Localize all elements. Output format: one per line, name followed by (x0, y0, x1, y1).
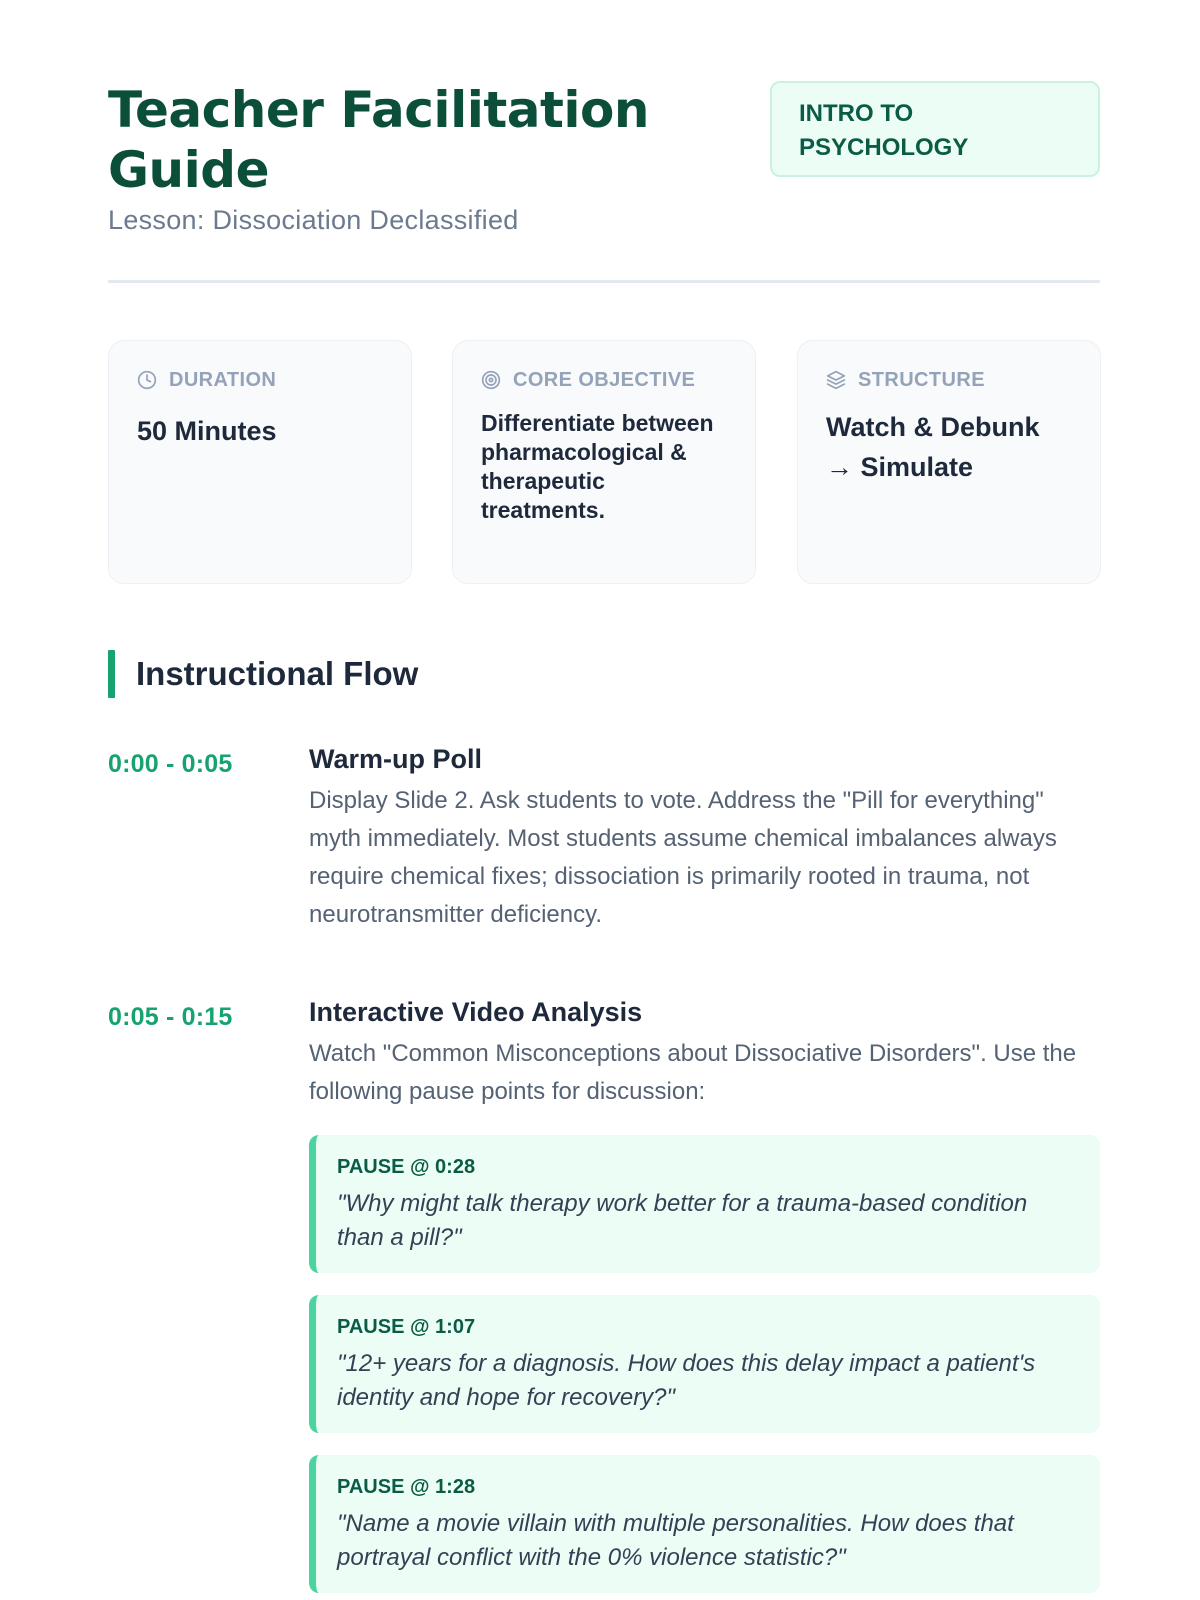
section-heading (108, 650, 418, 698)
section-accent-bar (108, 650, 115, 698)
pause-point (309, 1295, 1100, 1433)
header-divider (108, 280, 1100, 283)
guide-header (108, 80, 1100, 240)
pause-label: PAUSE @ 0:28 (337, 1156, 476, 1178)
step-time: 0:00 - 0:05 (108, 750, 233, 778)
card-value: 50 Minutes (137, 416, 277, 446)
pause-question: "Name a movie villain with multiple personalities. How does that portrayal conflict with the 0% violence statistic?" (337, 1510, 1014, 1571)
card-label (826, 369, 1072, 391)
course-badge: INTRO TO PSYCHOLOGY (770, 81, 1100, 177)
step-body (309, 993, 1100, 1600)
page-title: Teacher Facilitation Guide (108, 81, 649, 199)
pause-label: PAUSE @ 1:28 (337, 1476, 476, 1498)
pause-label: PAUSE @ 1:07 (337, 1316, 476, 1338)
structure-card (797, 340, 1101, 584)
pause-point-list (309, 1135, 1100, 1593)
card-value: Differentiate between pharmacological & therapeutic treatments. (481, 410, 714, 523)
pause-point (309, 1455, 1100, 1593)
objective-card (452, 340, 756, 584)
pause-point (309, 1135, 1100, 1273)
target-icon (481, 370, 501, 390)
lesson-subtitle: Lesson: Dissociation Declassified (108, 205, 519, 235)
step-description: Watch "Common Misconceptions about Dissociative Disorders". Use the following pause points for discussion: (309, 1040, 1077, 1105)
step-title: Warm-up Poll (309, 744, 482, 774)
layers-icon (826, 370, 846, 390)
pause-question: "Why might talk therapy work better for a trauma-based condition than a pill?" (337, 1190, 1028, 1251)
card-label-text: CORE OBJECTIVE (513, 368, 696, 391)
card-value: Watch & Debunk → Simulate (826, 412, 1040, 482)
section-title: Instructional Flow (136, 655, 419, 692)
card-label-text: STRUCTURE (858, 368, 985, 391)
duration-card (108, 340, 412, 584)
card-label-text: DURATION (169, 368, 277, 391)
card-label (137, 369, 383, 391)
step-title: Interactive Video Analysis (309, 997, 643, 1027)
clock-icon (137, 370, 157, 390)
card-label (481, 369, 727, 391)
step-body (309, 740, 1100, 934)
step-time: 0:05 - 0:15 (108, 1003, 233, 1031)
pause-question: "12+ years for a diagnosis. How does this delay impact a patient's identity and hope for recovery?" (337, 1350, 1036, 1411)
step-description: Display Slide 2. Ask students to vote. Address the "Pill for everything" myth immediately. Most students assume chemical imbalances always require chemical fixes; dissociation is primarily rooted in trauma, not neurotransmitter deficiency. (309, 787, 1057, 928)
